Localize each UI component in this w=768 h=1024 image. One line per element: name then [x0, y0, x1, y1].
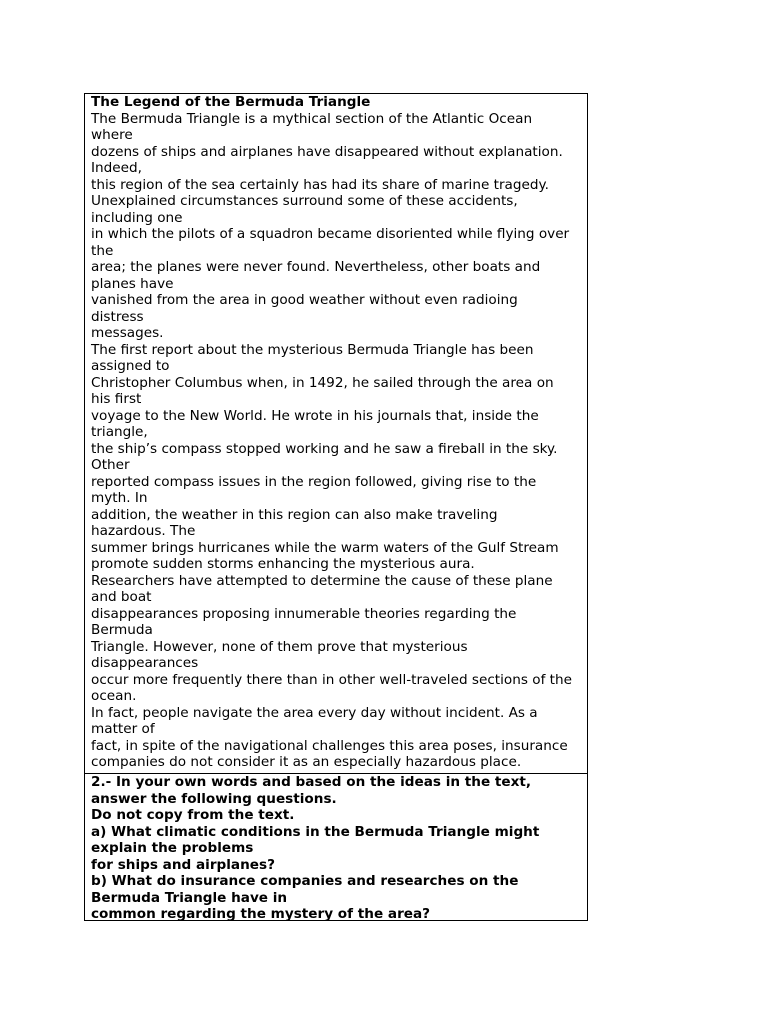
passage-line: disappearances	[91, 655, 199, 671]
passage-line: Bermuda	[91, 622, 153, 638]
passage-line: planes have	[91, 275, 174, 292]
passage-line: Triangle. However, none of them prove that mysterious	[91, 638, 468, 655]
passage-line: matter of	[91, 721, 155, 737]
passage-line: promote sudden storms enhancing the mysterious aura.	[91, 556, 475, 572]
passage-line: The Bermuda Triangle is a mythical section of the Atlantic Ocean	[91, 110, 533, 127]
question-line: explain the problems	[91, 840, 254, 856]
passage-line: Christopher Columbus when, in 1492, he sailed through the area on	[91, 374, 554, 391]
passage-body	[91, 111, 581, 771]
passage-line: The first report about the mysterious Bermuda Triangle has been	[91, 341, 534, 358]
passage-line: his first	[91, 391, 142, 407]
passage-line: the ship’s compass stopped working and he saw a fireball in the sky.	[91, 440, 558, 457]
passage-line: companies do not consider it as an especially hazardous place.	[91, 754, 522, 770]
passage-line: occur more frequently there than in other well-traveled sections of the	[91, 671, 572, 688]
passage-title: The Legend of the Bermuda Triangle	[91, 94, 371, 110]
passage-line: Unexplained circumstances surround some of these accidents,	[91, 193, 518, 209]
passage-line: area; the planes were never found. Nevertheless, other boats and	[91, 259, 541, 275]
question-line: a) What climatic conditions in the Bermuda Triangle might	[91, 823, 540, 840]
question-line: 2.- In your own words and based on the ideas in the text,	[91, 774, 532, 790]
passage-line: where	[91, 127, 133, 143]
passage-line: this region of the sea certainly has had its share of marine tragedy.	[91, 176, 549, 193]
question-line: b) What do insurance companies and researches on the	[91, 873, 519, 889]
passage-line: the	[91, 242, 114, 259]
passage-line: voyage to the New World. He wrote in his journals that, inside the	[91, 407, 539, 424]
passage-line: triangle,	[91, 424, 148, 440]
passage-line: addition, the weather in this region can also make traveling	[91, 506, 498, 523]
question-line: Bermuda Triangle have in	[91, 889, 288, 906]
passage-line: reported compass issues in the region followed, giving rise to the	[91, 473, 537, 490]
passage-line: including one	[91, 209, 183, 226]
passage-line: Indeed,	[91, 160, 142, 176]
question-line: Do not copy from the text.	[91, 807, 295, 823]
document-table	[84, 93, 588, 921]
passage-cell	[85, 94, 587, 773]
questions-body	[91, 774, 581, 920]
question-line: answer the following questions.	[91, 790, 337, 807]
passage-line: ocean.	[91, 688, 137, 704]
questions-cell	[85, 773, 587, 920]
passage-line: fact, in spite of the navigational challenges this area poses, insurance	[91, 737, 568, 754]
passage-line: in which the pilots of a squadron became disoriented while flying over	[91, 226, 570, 242]
passage-line: assigned to	[91, 358, 170, 374]
passage-line: myth. In	[91, 490, 148, 506]
passage-line: and boat	[91, 589, 152, 605]
question-line: common regarding the mystery of the area?	[91, 906, 431, 920]
passage-line: vanished from the area in good weather without even radioing	[91, 292, 518, 308]
passage-line: messages.	[91, 325, 164, 341]
passage-line: dozens of ships and airplanes have disappeared without explanation.	[91, 143, 563, 160]
passage-line: disappearances proposing innumerable theories regarding the	[91, 605, 517, 622]
passage-line: hazardous. The	[91, 523, 196, 539]
passage-line: summer brings hurricanes while the warm waters of the Gulf Stream	[91, 539, 559, 556]
passage-line: In fact, people navigate the area every day without incident. As a	[91, 704, 538, 721]
question-line: for ships and airplanes?	[91, 856, 275, 873]
passage-line: distress	[91, 308, 144, 325]
passage-line: Researchers have attempted to determine the cause of these plane	[91, 572, 553, 589]
passage-line: Other	[91, 457, 130, 473]
